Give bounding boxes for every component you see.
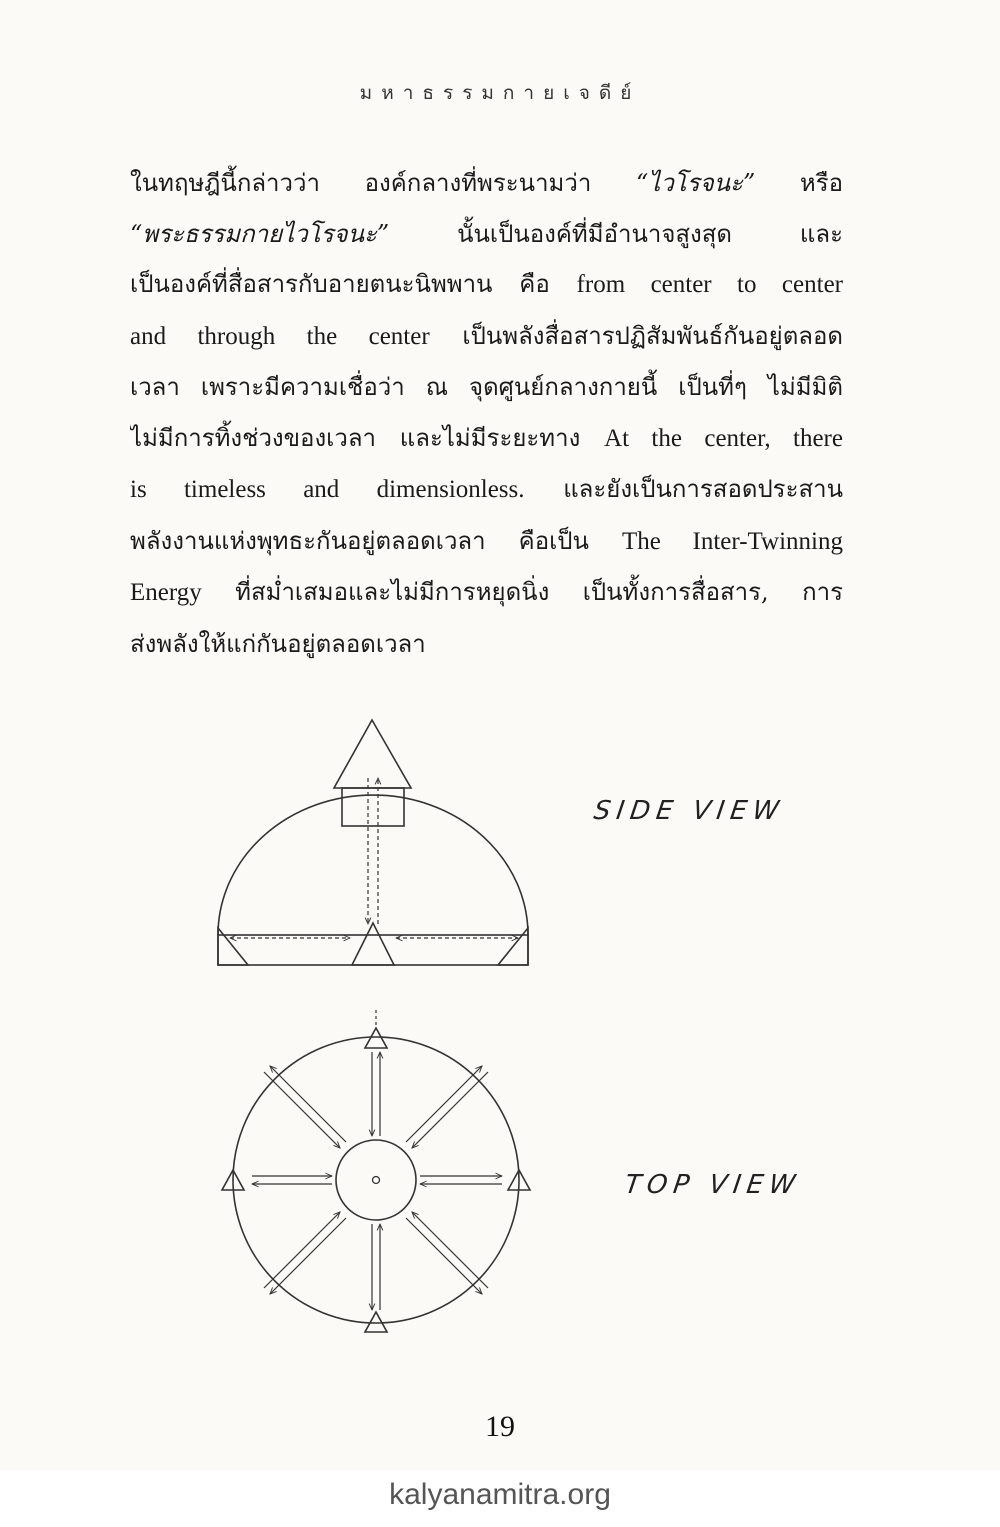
body-paragraph xyxy=(130,158,843,669)
text-segment: ส่งพลังให้แก่กันอยู่ตลอดเวลา xyxy=(130,629,426,658)
english-segment: The Inter-Twinning xyxy=(621,527,843,555)
page-number: 19 xyxy=(485,1410,515,1443)
base-rect xyxy=(218,935,528,965)
english-segment: Energy xyxy=(130,579,202,606)
left-base-triangle xyxy=(218,928,248,965)
text-line-7 xyxy=(130,464,843,516)
italic-term-dhammakaya-vairocana: “พระธรรมกายไวโรจนะ” xyxy=(130,219,390,248)
side-view-drawing xyxy=(218,720,528,965)
spire-neck xyxy=(342,788,404,826)
top-view-drawing xyxy=(222,1010,530,1332)
text-segment: เป็นองค์ที่สื่อสารกับอายตนะนิพพาน คือ xyxy=(130,270,577,298)
text-segment: นั้นเป็นองค์ที่มีอำนาจสูงสุด และ xyxy=(389,219,843,248)
english-segment: At the center, there xyxy=(604,424,843,452)
center-base-triangle xyxy=(352,923,394,965)
inner-circle xyxy=(336,1140,416,1220)
side-view-label: SIDE VIEW xyxy=(591,796,787,826)
text-line-10 xyxy=(130,619,843,670)
text-segment: เวลา เพราะมีความเชื่อว่า ณ จุดศูนย์กลางกายนี้ เป็นที่ๆ ไม่มีมิติ xyxy=(130,373,843,401)
text-line-6 xyxy=(130,413,843,465)
text-line-4 xyxy=(130,311,843,363)
text-line-3 xyxy=(130,259,843,311)
dome-outline xyxy=(218,795,528,935)
right-base-triangle xyxy=(498,928,528,965)
text-segment: และยังเป็นการสอดประสาน xyxy=(524,475,843,503)
text-line-9 xyxy=(130,567,843,619)
stupa-diagram xyxy=(200,710,560,1350)
text-segment: เป็นพลังสื่อสารปฏิสัมพันธ์กันอยู่ตลอด xyxy=(429,321,843,350)
text-segment: พลังงานแห่งพุทธะกันอยู่ตลอดเวลา คือเป็น xyxy=(130,526,622,555)
text-segment: ไม่มีการทิ้งช่วงของเวลา และไม่มีระยะทาง xyxy=(130,423,605,452)
english-segment: and through the center xyxy=(130,322,430,350)
text-segment: หรือ xyxy=(755,169,843,197)
text-line-8 xyxy=(130,516,843,568)
english-segment: is timeless and dimensionless. xyxy=(130,476,525,503)
center-point xyxy=(373,1177,380,1184)
outer-circle xyxy=(233,1037,519,1323)
english-segment: from center to center xyxy=(576,271,843,298)
italic-term-vairocana: “ไวโรจนะ” xyxy=(635,169,756,197)
text-segment: ที่สม่ำเสมอและไม่มีการหยุดนิ่ง เป็นทั้งการสื่อสาร, การ xyxy=(201,578,843,606)
text-line-5 xyxy=(130,362,843,413)
running-title: มหาธรรมกายเจดีย์ xyxy=(359,82,641,104)
text-line-1 xyxy=(130,158,843,209)
top-view-label: TOP VIEW xyxy=(622,1170,803,1200)
text-segment: ในทฤษฎีนี้กล่าวว่า องค์กลางที่พระนามว่า xyxy=(130,169,636,197)
text-line-2 xyxy=(130,209,843,260)
watermark-url: kalyanamitra.org xyxy=(389,1478,611,1511)
spire-triangle xyxy=(334,720,411,788)
